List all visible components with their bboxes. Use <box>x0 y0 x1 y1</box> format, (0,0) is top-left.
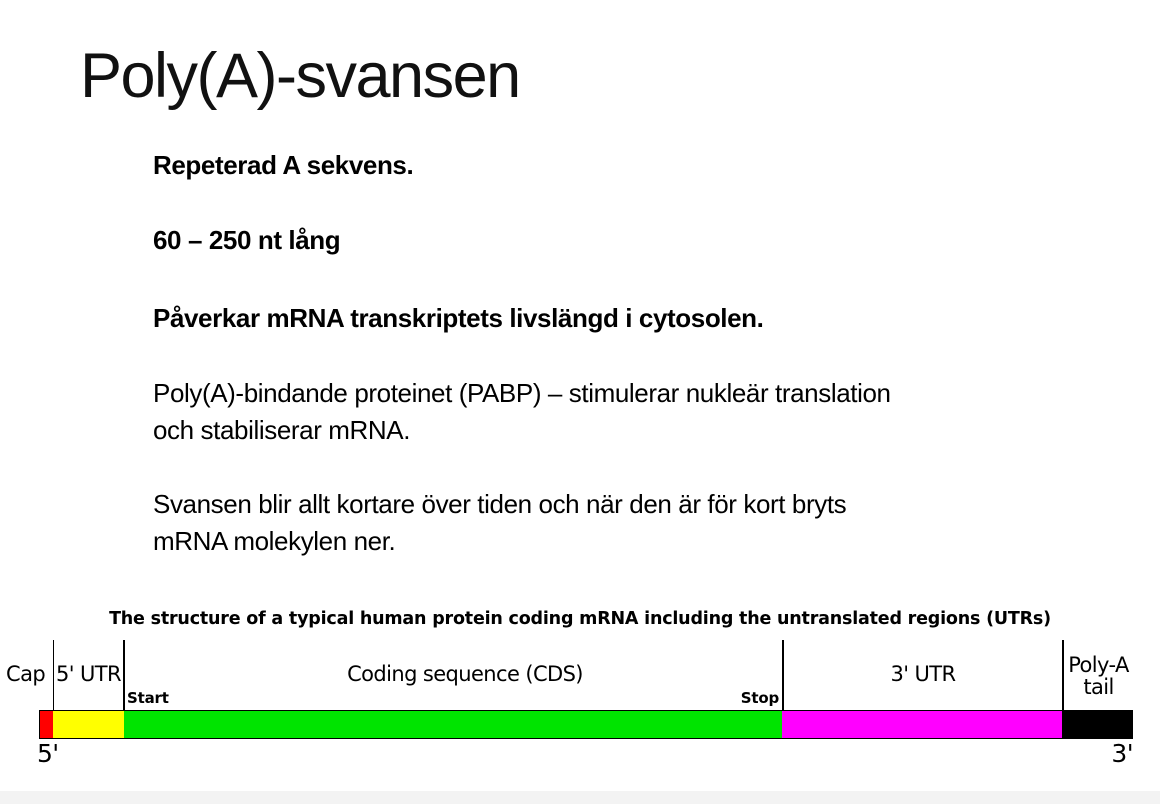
body-line-4: Poly(A)-bindande proteinet (PABP) – stimulerar nukleär translation <box>153 378 891 408</box>
three-prime-label: 3' <box>1111 739 1133 768</box>
polya-tail-label-line2: tail <box>1083 675 1114 699</box>
body-line-7: mRNA molekylen ner. <box>153 526 396 556</box>
slide-title: Poly(A)-svansen <box>80 41 520 111</box>
stop-codon-label: Stop <box>740 689 779 707</box>
cap-label: Cap <box>6 662 46 686</box>
figure-title: The structure of a typical human protein coding mRNA including the untranslated regions (UTRs) <box>109 609 1051 629</box>
utr3-label: 3' UTR <box>890 662 956 686</box>
start-codon-label: Start <box>127 689 169 707</box>
mrna-bar <box>39 710 1133 739</box>
utr5-label: 5' UTR <box>56 662 121 686</box>
polya-tail-label-line1: Poly-A <box>1068 653 1129 677</box>
segment-cds <box>124 711 782 738</box>
body-line-1: Repeterad A sekvens. <box>153 150 414 180</box>
body-line-3: Påverkar mRNA transkriptets livslängd i cytosolen. <box>153 303 764 333</box>
body-line-5: och stabiliserar mRNA. <box>153 415 411 445</box>
segment-polya-tail <box>1062 711 1132 738</box>
bottom-strip <box>0 791 1160 804</box>
five-prime-label: 5' <box>37 739 59 768</box>
segment-3utr <box>782 711 1062 738</box>
segment-cap <box>40 711 53 738</box>
polya-tail-label <box>1064 654 1133 698</box>
body-line-2: 60 – 250 nt lång <box>153 225 341 255</box>
segment-5utr <box>53 711 124 738</box>
body-line-6: Svansen blir allt kortare över tiden och när den är för kort bryts <box>153 489 847 519</box>
cds-label: Coding sequence (CDS) <box>347 662 583 686</box>
